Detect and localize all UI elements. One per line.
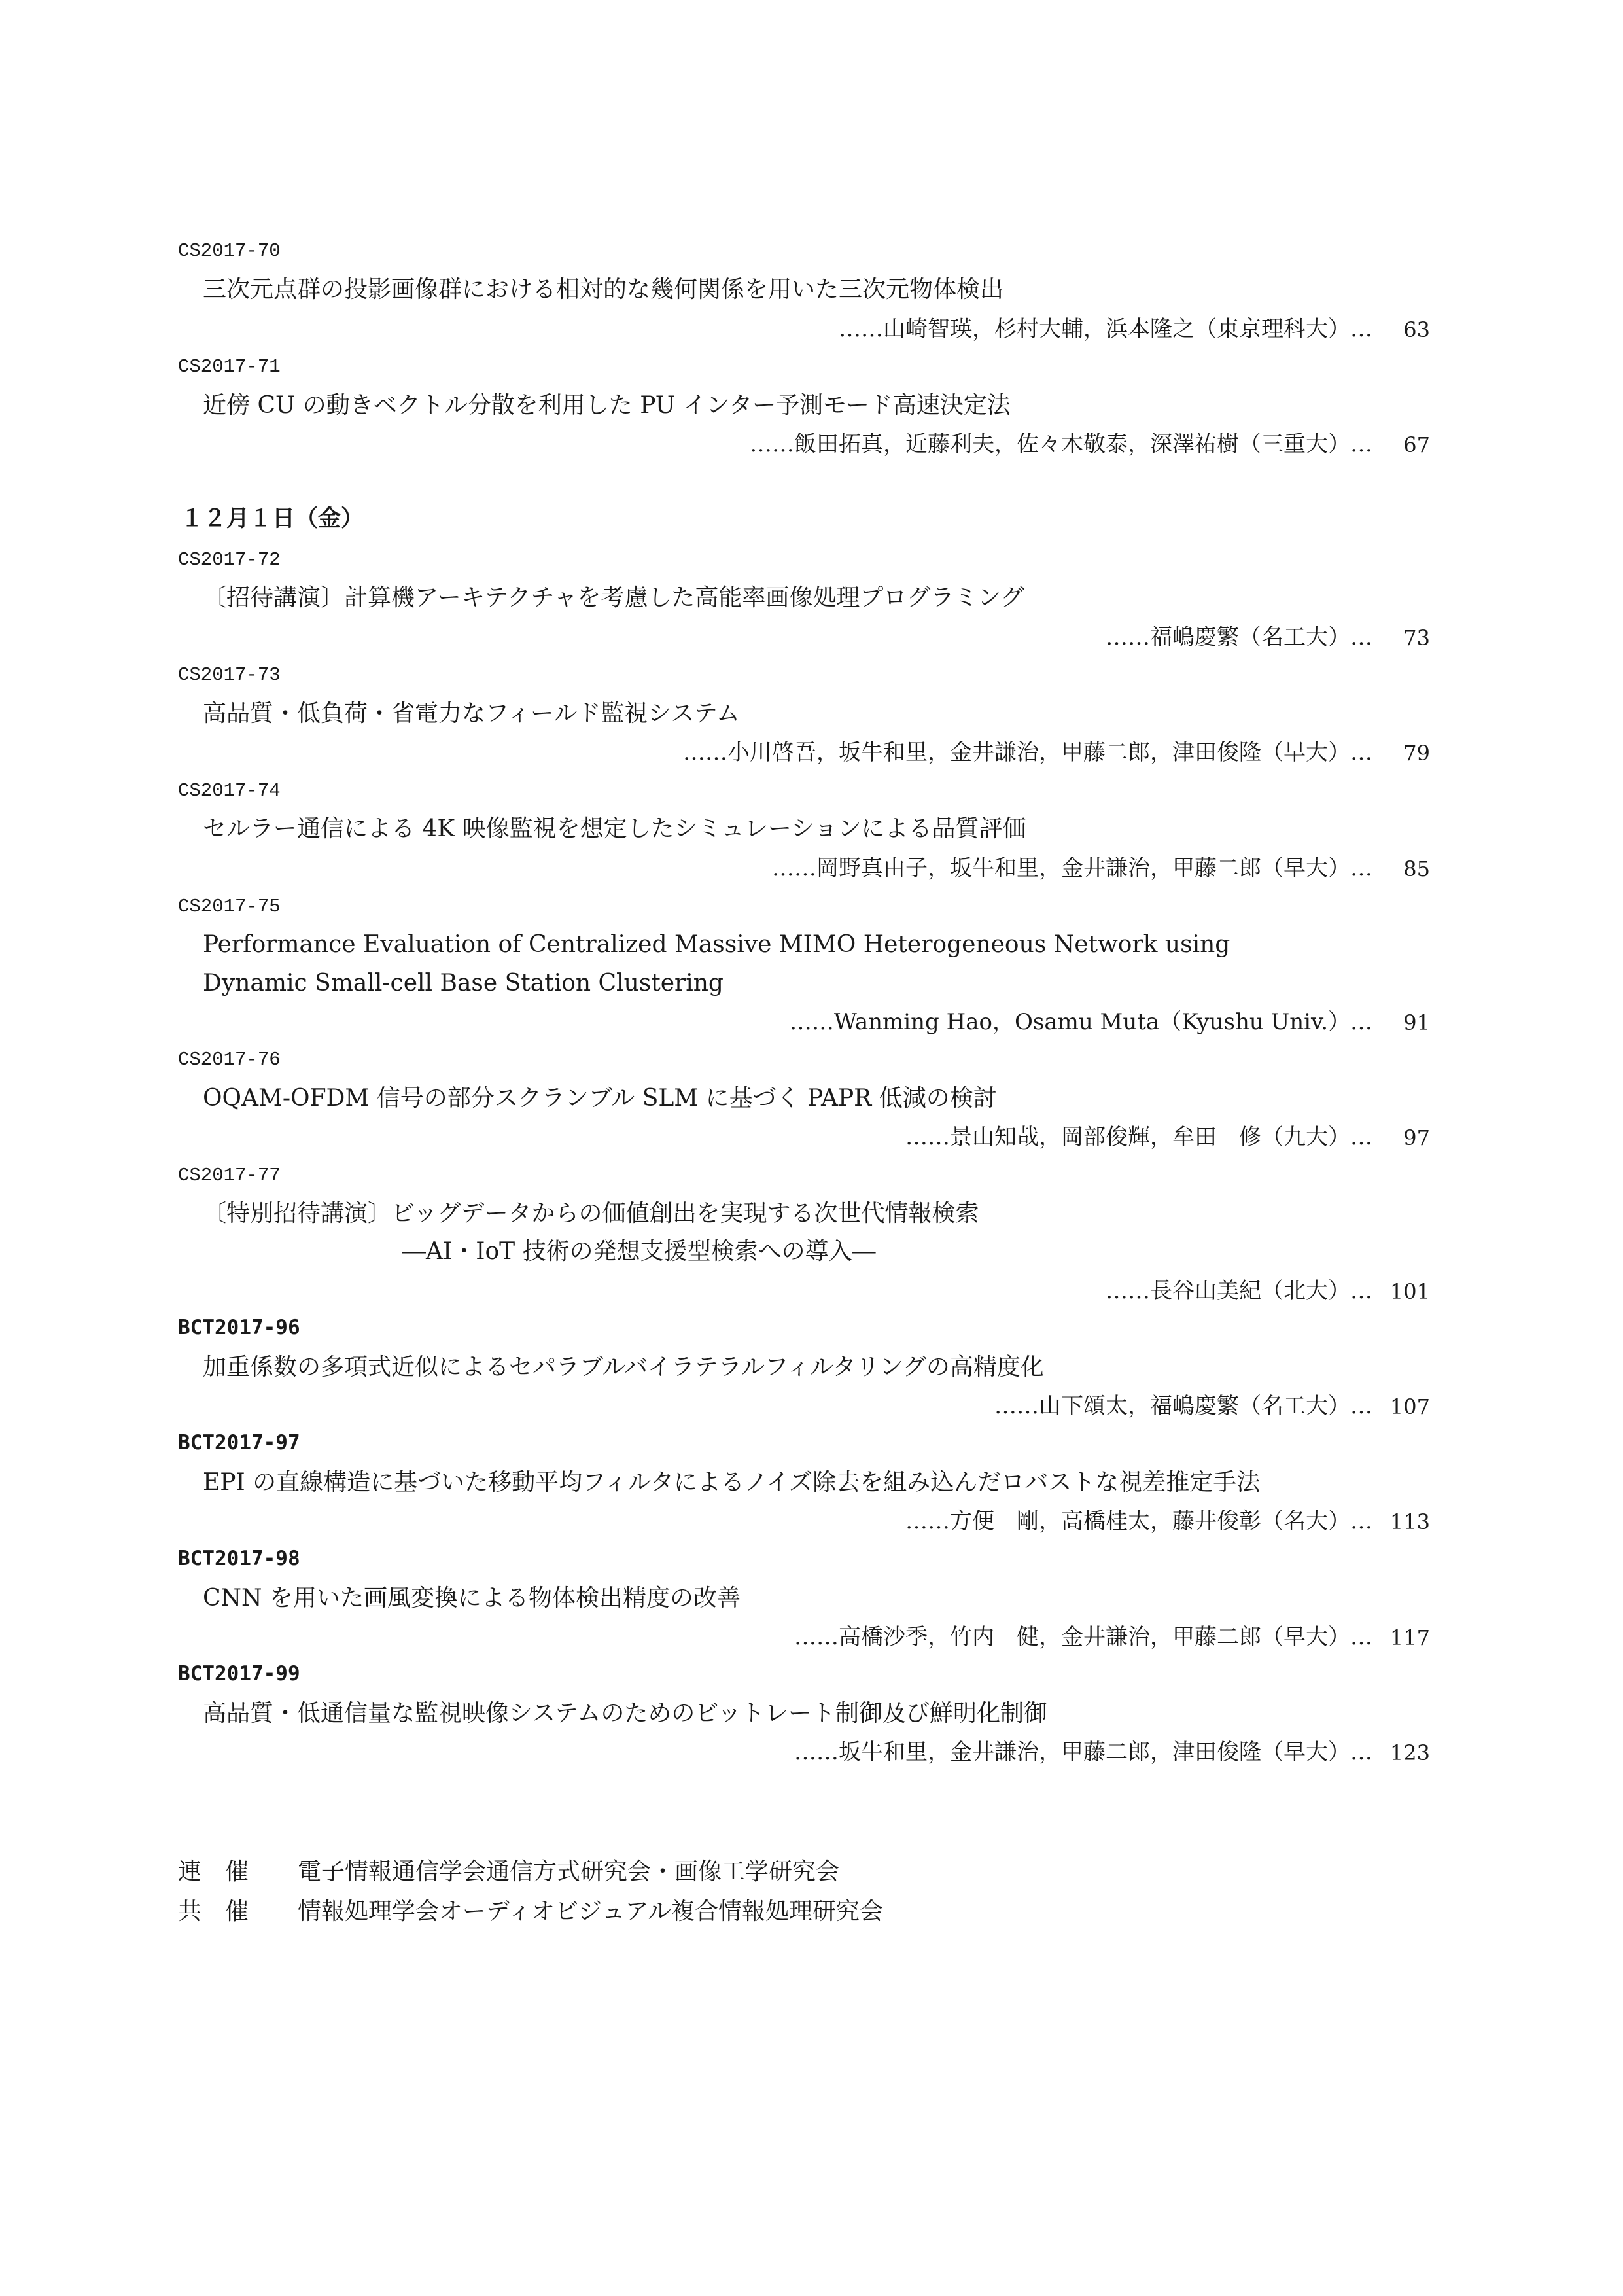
entry-title: 加重係数の多項式近似によるセパラブルバイラテラルフィルタリングの高精度化 [203, 1354, 1044, 1381]
entry-page-number: 101 [1389, 1279, 1430, 1304]
entry-authors: ……坂牛和里，金井謙治，甲藤二郎，津田俊隆（早大）… [794, 1739, 1372, 1765]
entry-authors: ……景山知哉，岡部俊輝，牟田 修（九大）… [905, 1124, 1372, 1150]
footer-label-joint: 共 催 [178, 1898, 249, 1925]
entry-authors: ……高橋沙季，竹内 健，金井謙治，甲藤二郎（早大）… [794, 1624, 1372, 1650]
entry-authors: ……方便 剛，高橋桂太，藤井俊彰（名大）… [905, 1508, 1372, 1534]
entry-authors: ……小川啓吾，坂牛和里，金井謙治，甲藤二郎，津田俊隆（早大）… [683, 739, 1372, 766]
entry-title: EPI の直線構造に基づいた移動平均フィルタによるノイズ除去を組み込んだロバストな視差推定手法 [203, 1469, 1261, 1496]
entry-title: 高品質・低負荷・省電力なフィールド監視システム [203, 700, 740, 727]
entry-page-number: 73 [1403, 626, 1430, 650]
entry-code: CS2017-73 [178, 664, 281, 686]
entry-page-number: 79 [1403, 741, 1430, 766]
entry-title: 〔特別招待講演〕ビッグデータからの価値創出を実現する次世代情報検索 [203, 1200, 979, 1227]
entry-page-number: 107 [1389, 1394, 1430, 1419]
entry-code: BCT2017-96 [178, 1316, 300, 1339]
entry-page-number: 63 [1403, 317, 1430, 342]
day-header: １２月１日（金） [181, 506, 364, 532]
entry-title: 〔招待講演〕計算機アーキテクチャを考慮した高能率画像処理プログラミング [203, 584, 1024, 611]
entry-page-number: 85 [1403, 857, 1430, 881]
entry-code: BCT2017-99 [178, 1662, 300, 1686]
entry-authors: ……Wanming Hao，Osamu Muta（Kyushu Univ.）… [789, 1009, 1372, 1035]
entry-page-number: 113 [1389, 1510, 1430, 1534]
entry-title: 近傍 CU の動きベクトル分散を利用した PU インター予測モード高速決定法 [203, 392, 1011, 419]
entry-title: Performance Evaluation of Centralized Massive MIMO Heterogeneous Network using [203, 931, 1230, 958]
entry-title: 三次元点群の投影画像群における相対的な幾何関係を用いた三次元物体検出 [203, 276, 1004, 303]
footer-label-cosponsor: 連 催 [178, 1858, 249, 1885]
entry-code: CS2017-77 [178, 1165, 281, 1186]
entry-code: CS2017-71 [178, 356, 281, 378]
entry-authors: ……長谷山美紀（北大）… [1106, 1278, 1372, 1304]
footer-value-cosponsor: 電子情報通信学会通信方式研究会・画像工学研究会 [298, 1858, 840, 1885]
entry-code: CS2017-76 [178, 1049, 281, 1070]
entry-code: CS2017-74 [178, 780, 281, 802]
entry-subtitle: ―AI・IoT 技術の発想支援型検索への導入― [402, 1238, 876, 1265]
entry-title: CNN を用いた画風変換による物体検出精度の改善 [203, 1585, 741, 1612]
entry-page-number: 91 [1403, 1010, 1430, 1035]
footer-value-joint: 情報処理学会オーディオビジュアル複合情報処理研究会 [298, 1898, 883, 1925]
entry-page-number: 123 [1389, 1740, 1430, 1765]
entry-authors: ……福嶋慶繁（名工大）… [1106, 624, 1372, 650]
entry-code: CS2017-70 [178, 240, 281, 262]
entry-page-number: 97 [1403, 1125, 1430, 1150]
entry-title: セルラー通信による 4K 映像監視を想定したシミュレーションによる品質評価 [203, 815, 1026, 842]
entry-page-number: 117 [1389, 1625, 1430, 1650]
entry-authors: ……岡野真由子，坂牛和里，金井謙治，甲藤二郎（早大）… [772, 855, 1372, 881]
entry-code: BCT2017-98 [178, 1547, 300, 1570]
entry-authors: ……山下頌太，福嶋慶繁（名工大）… [994, 1393, 1372, 1419]
entry-code: CS2017-75 [178, 896, 281, 917]
entry-authors: ……山崎智瑛，杉村大輔，浜本隆之（東京理科大）… [839, 316, 1372, 342]
entry-code: CS2017-72 [178, 549, 281, 571]
entry-authors: ……飯田拓真，近藤利夫，佐々木敬泰，深澤祐樹（三重大）… [750, 431, 1372, 457]
entry-title-continuation: Dynamic Small-cell Base Station Clustering [203, 970, 724, 997]
entry-title: 高品質・低通信量な監視映像システムのためのビットレート制御及び鮮明化制御 [203, 1700, 1047, 1727]
entry-title: OQAM-OFDM 信号の部分スクランブル SLM に基づく PAPR 低減の検討 [203, 1085, 997, 1112]
entry-code: BCT2017-97 [178, 1431, 300, 1455]
entry-page-number: 67 [1403, 433, 1430, 457]
